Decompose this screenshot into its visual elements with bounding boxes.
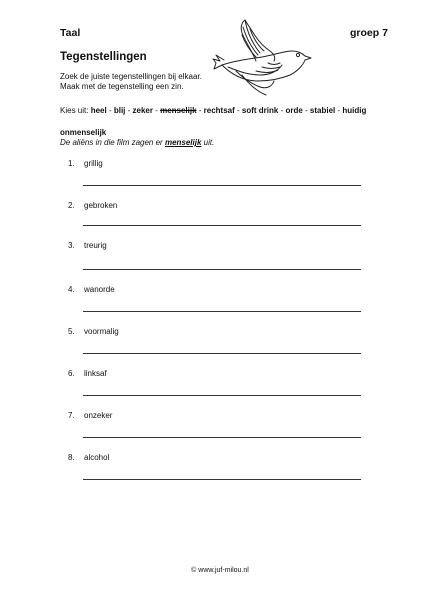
- exercise-item: [68, 327, 119, 336]
- exercise-item: [68, 411, 112, 420]
- exercise-item: [68, 369, 107, 378]
- choices-prefix: Kies uit:: [60, 106, 89, 115]
- instruction-line-1: Zoek de juiste tegenstellingen bij elkaar.: [60, 72, 202, 81]
- choice-word: zeker: [132, 106, 153, 115]
- item-number: 3.: [68, 241, 75, 250]
- choice-word: blij: [113, 106, 126, 115]
- exercise-item: [68, 241, 107, 250]
- exercise-item: [68, 159, 103, 168]
- example-sentence-highlight: menselijk: [164, 138, 202, 147]
- instruction-line-2: Maak met de tegenstelling een zin.: [60, 82, 184, 91]
- answer-line[interactable]: [83, 311, 361, 312]
- answer-line[interactable]: [83, 269, 361, 270]
- item-word: linksaf: [84, 369, 107, 378]
- item-word: alcohol: [84, 453, 110, 462]
- example-word: onmenselijk: [60, 128, 107, 137]
- item-word: voormalig: [84, 327, 119, 336]
- answer-line[interactable]: [83, 225, 361, 226]
- bird-icon: [212, 17, 316, 97]
- answer-line[interactable]: [83, 185, 361, 186]
- page-title: Tegenstellingen: [60, 51, 147, 63]
- exercise-item: [68, 285, 115, 294]
- item-number: 5.: [68, 327, 75, 336]
- choice-word: menselijk: [160, 106, 197, 115]
- word-choices: [60, 106, 366, 115]
- choice-word: soft drink: [241, 106, 279, 115]
- choice-word: huidig: [342, 106, 367, 115]
- example-sentence: [60, 138, 214, 147]
- item-word: onzeker: [84, 411, 113, 420]
- answer-line[interactable]: [83, 437, 361, 438]
- example-sentence-after: uit.: [201, 138, 215, 147]
- item-word: wanorde: [84, 285, 115, 294]
- exercise-item: [68, 201, 117, 210]
- item-word: grillig: [84, 159, 103, 168]
- example-sentence-before: De aliëns in die film zagen er: [60, 138, 165, 147]
- item-number: 2.: [68, 201, 75, 210]
- choice-word: heel: [90, 106, 107, 115]
- item-number: 8.: [68, 453, 75, 462]
- subject-label: Taal: [60, 27, 81, 39]
- answer-line[interactable]: [83, 479, 361, 480]
- choice-word: orde: [285, 106, 303, 115]
- answer-line[interactable]: [83, 353, 361, 354]
- item-number: 6.: [68, 369, 75, 378]
- choice-list: heel - blij - zeker - menselijk - rechtsaf - soft drink - orde - stabiel - huidig: [90, 106, 367, 115]
- exercise-item: [68, 453, 109, 462]
- item-number: 4.: [68, 285, 75, 294]
- answer-line[interactable]: [83, 395, 361, 396]
- group-label: groep 7: [350, 27, 388, 39]
- choice-word: stabiel: [309, 106, 336, 115]
- footer-copyright: © www.juf-milou.nl: [191, 567, 249, 574]
- item-number: 7.: [68, 411, 75, 420]
- item-number: 1.: [68, 159, 75, 168]
- item-word: gebroken: [84, 201, 118, 210]
- choice-word: rechtsaf: [203, 106, 235, 115]
- item-word: treurig: [84, 241, 107, 250]
